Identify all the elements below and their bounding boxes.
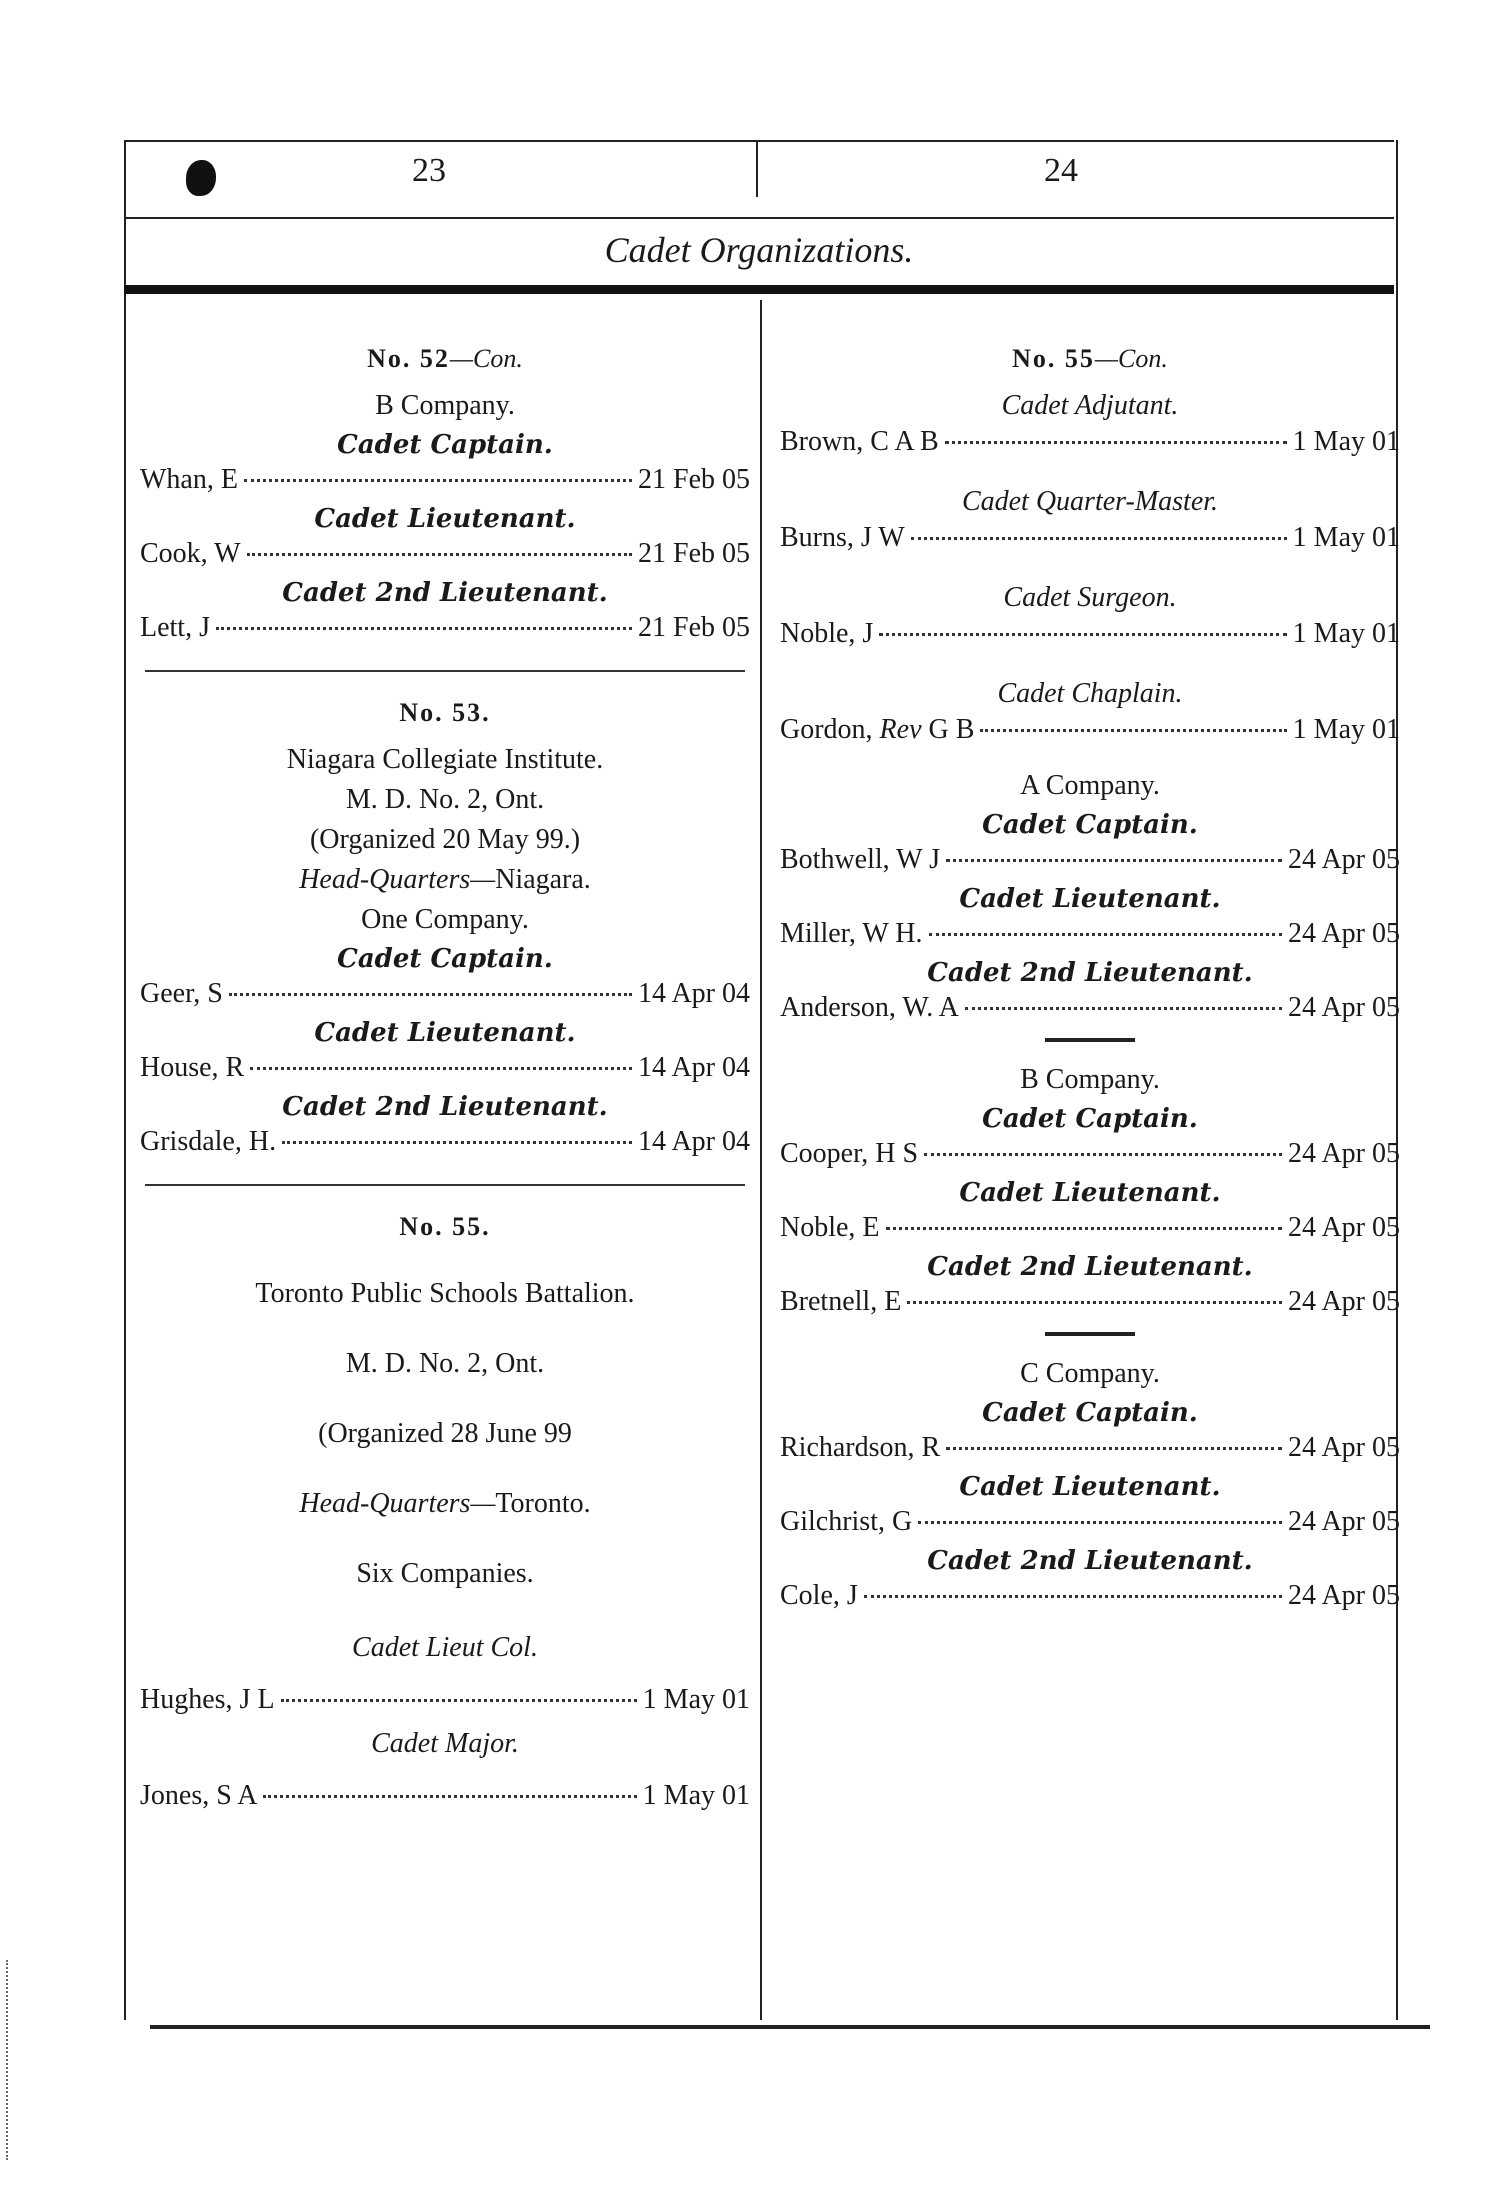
rank-label: Cadet Adjutant. [1001, 390, 1179, 421]
rank-label: Cadet 2nd Lieutenant. [282, 1092, 608, 1122]
page-title: Cadet Organizations. [604, 230, 914, 270]
officer-entry: Gordon, Rev G B 1 May 01 [780, 714, 1400, 745]
officer-entry: Whan, E 21 Feb 05 [140, 464, 750, 495]
unit-heading: No. 55—Con. [1012, 344, 1168, 373]
company-separator [1045, 1332, 1135, 1336]
company-count: One Company. [361, 904, 529, 935]
rank-label: Cadet Captain. [982, 1398, 1198, 1428]
company-label: C Company. [1020, 1358, 1160, 1389]
left-column [140, 330, 750, 1816]
unit-heading: No. 52—Con. [367, 344, 523, 373]
officer-entry: Burns, J W 1 May 01 [780, 522, 1400, 553]
rank-label: Cadet Major. [371, 1728, 519, 1759]
officer-entry: Miller, W H. 24 Apr 05 [780, 918, 1400, 949]
margin-marks [6, 1960, 12, 2160]
rank-label: Cadet Quarter-Master. [961, 486, 1219, 517]
page-number-right: 24 [1044, 152, 1078, 189]
ink-blot [186, 160, 216, 196]
rank-label: Cadet Lieutenant. [959, 884, 1221, 914]
header-divider [756, 142, 758, 197]
rank-label: Cadet 2nd Lieutenant. [927, 1252, 1253, 1282]
officer-entry: Jones, S A 1 May 01 [140, 1780, 750, 1811]
rank-label: Cadet 2nd Lieutenant. [282, 578, 608, 608]
rank-label: Cadet Captain. [337, 430, 553, 460]
rank-label: Cadet Lieut Col. [352, 1632, 538, 1663]
page-header [124, 140, 1394, 219]
officer-entry: Hughes, J L 1 May 01 [140, 1684, 750, 1715]
military-district: M. D. No. 2, Ont. [345, 784, 545, 815]
rank-label: Cadet Captain. [982, 810, 1198, 840]
rank-label: Cadet 2nd Lieutenant. [927, 1546, 1253, 1576]
officer-entry: Lett, J 21 Feb 05 [140, 612, 750, 643]
column-divider [760, 300, 762, 2020]
company-separator [1045, 1038, 1135, 1042]
officer-entry: House, R 14 Apr 04 [140, 1052, 750, 1083]
rank-label: Cadet Captain. [982, 1104, 1198, 1134]
rank-label: Cadet 2nd Lieutenant. [927, 958, 1253, 988]
section-separator [145, 1184, 745, 1186]
rank-label: Cadet Lieutenant. [959, 1178, 1221, 1208]
title-rule [124, 285, 1394, 294]
officer-entry: Geer, S 14 Apr 04 [140, 978, 750, 1009]
section-separator [145, 670, 745, 672]
organized-date: (Organized 20 May 99.) [309, 824, 581, 855]
officer-entry: Noble, E 24 Apr 05 [780, 1212, 1400, 1243]
unit-name: Toronto Public Schools Battalion. [255, 1278, 635, 1309]
company-count: Six Companies. [356, 1558, 534, 1589]
rank-label: Cadet Lieutenant. [314, 504, 576, 534]
officer-entry: Anderson, W. A 24 Apr 05 [780, 992, 1400, 1023]
headquarters: Head-Quarters—Niagara. [299, 864, 591, 895]
bottom-rule [150, 2025, 1430, 2029]
rank-label: Cadet Captain. [337, 944, 553, 974]
officer-entry: Cooper, H S 24 Apr 05 [780, 1138, 1400, 1169]
military-district: M. D. No. 2, Ont. [345, 1348, 545, 1379]
unit-heading: No. 55. [399, 1212, 491, 1241]
organized-date: (Organized 28 June 99 [318, 1418, 572, 1449]
rank-label: Cadet Surgeon. [1003, 582, 1177, 613]
headquarters: Head-Quarters—Toronto. [299, 1488, 591, 1519]
officer-entry: Brown, C A B 1 May 01 [780, 426, 1400, 457]
officer-entry: Cole, J 24 Apr 05 [780, 1580, 1400, 1611]
unit-name: Niagara Collegiate Institute. [286, 744, 604, 775]
rank-label: Cadet Lieutenant. [959, 1472, 1221, 1502]
officer-entry: Bothwell, W J 24 Apr 05 [780, 844, 1400, 875]
company-label: B Company. [375, 390, 515, 421]
company-label: B Company. [1020, 1064, 1160, 1095]
officer-entry: Richardson, R 24 Apr 05 [780, 1432, 1400, 1463]
page-number-left: 23 [412, 152, 446, 189]
rank-label: Cadet Lieutenant. [314, 1018, 576, 1048]
right-column [780, 330, 1400, 1616]
rank-label: Cadet Chaplain. [997, 678, 1183, 709]
officer-entry: Bretnell, E 24 Apr 05 [780, 1286, 1400, 1317]
officer-entry: Gilchrist, G 24 Apr 05 [780, 1506, 1400, 1537]
officer-entry: Noble, J 1 May 01 [780, 618, 1400, 649]
officer-entry: Grisdale, H. 14 Apr 04 [140, 1126, 750, 1157]
officer-entry: Cook, W 21 Feb 05 [140, 538, 750, 569]
company-label: A Company. [1020, 770, 1160, 801]
unit-heading: No. 53. [399, 698, 491, 727]
